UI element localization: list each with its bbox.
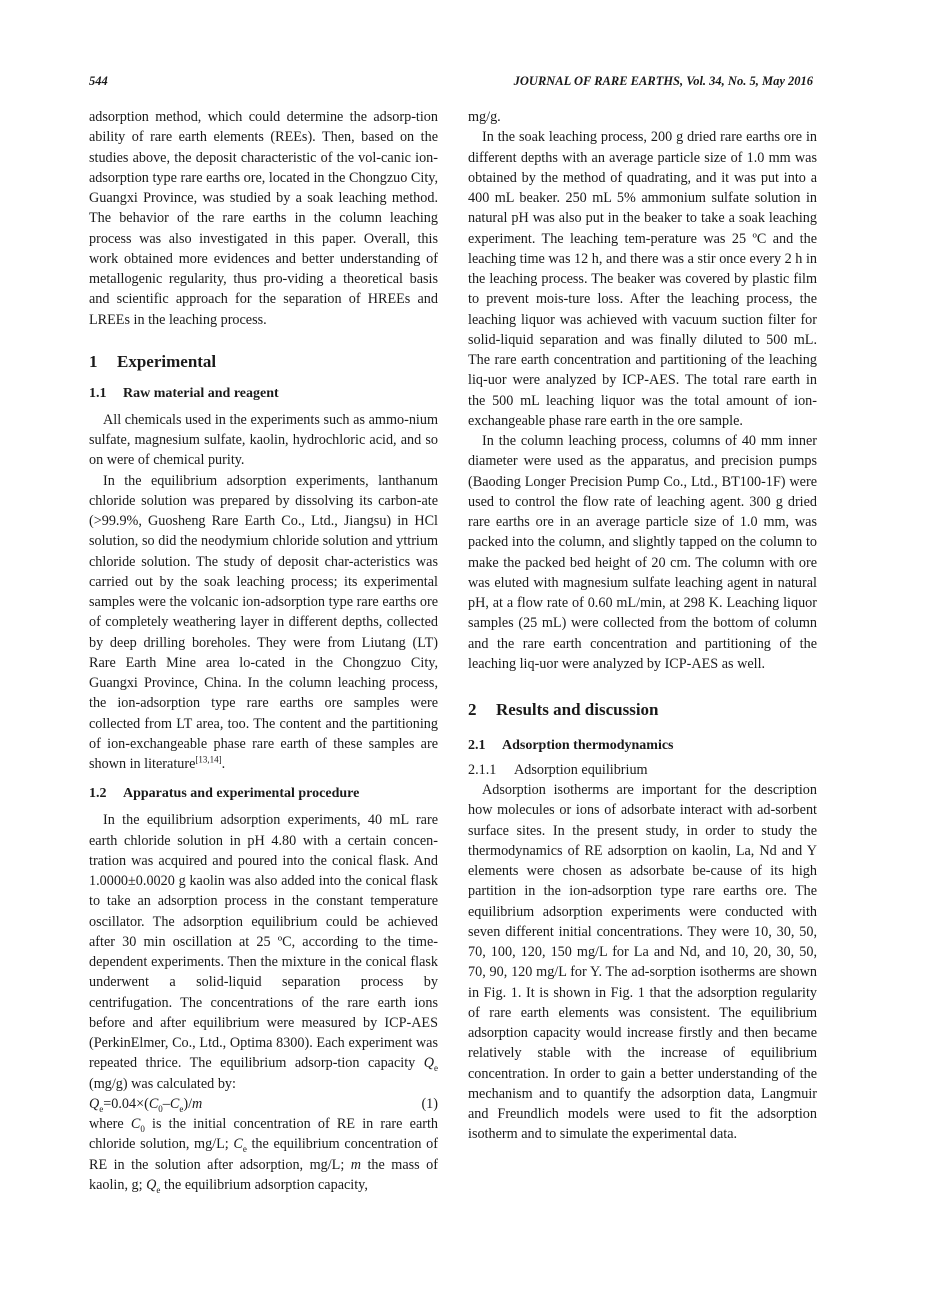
subsection-heading-2-1	[468, 736, 817, 756]
subsubsection-number: 2.1.1	[468, 762, 497, 778]
math-sub: e	[179, 1103, 184, 1114]
intro-paragraph: adsorption method, which could determine the adsorp-tion ability of rare earth elements (REEs). Then, based on the studies above, the deposit characteristic of the vol-canic ion-adsorption type rare earths ore, located in the Chongzuo City, Guangxi Province, was studied by a soak leaching method. The behavior of the rare earths in the column leaching process was also investigated in this paper. Overall, this work obtained more evidences and better understanding of metallogenic regularity, thus pro-viding a theoretical basis and scientific approach for the separation of HREEs and LREEs in the leaching process.	[89, 109, 438, 328]
paragraph-text: the mass of kaolin, g;	[89, 1156, 438, 1193]
right-column	[468, 107, 817, 1145]
page-number: 544	[89, 74, 108, 88]
section-number: 1	[89, 351, 98, 371]
math-sub: 0	[158, 1103, 163, 1114]
equation-body	[89, 1094, 202, 1114]
subsection-heading-1-1	[89, 384, 438, 404]
paragraph-column-leaching: In the column leaching process, columns of 40 mm inner diameter were used as the apparatus, and precision pumps (Baoding Longer Precision Pump Co., Ltd., BT100-1F) were used to control the flow rate of leaching agent. 300 g dried rare earths ore in an average particle size of 1.0 mm, was packed into the column, and slightly tapped on the column to make the packed bed height of 20 cm. The column with ore was eluted with magnesium sulfate leaching agent in natural pH, at a flow rate of 0.60 mL/min, at 298 K. Leaching liquor samples (25 mL) were collected from the bottom of column and the rare earth concentration and partitioning of the leaching liq-uor were analyzed by ICP-AES as well.	[468, 433, 817, 672]
math-var: m	[192, 1095, 203, 1112]
paragraph-text: the equilibrium adsorption capacity,	[160, 1176, 368, 1193]
math-var: m	[350, 1156, 361, 1173]
paragraph-text: (mg/g) was calculated by:	[89, 1075, 236, 1092]
equation-label: (1)	[421, 1095, 438, 1112]
paragraph-text: the equilibrium concentration of RE in the solution after adsorption, mg/L;	[89, 1136, 438, 1173]
paragraph-text: In the equilibrium adsorption experiments, 40 mL rare earth chloride solution in pH 4.80 with a certain concen-tration was acquired and poured into the conical flask. And 1.0000±0.0020 g kaolin was also added into the conical flask to take an adsorption process in the constant temperature oscillator. The adsorption equilibrium could be achieved after 30 min oscillation at 25 ºC, according to the time-dependent experiments. Then the mixture in the conical flask underwent a solid-liquid separation process by centrifugation. The concentrations of the rare earth ions before and after equilibrium were measured by ICP-AES (PerkinElmer, Co., Ltd., Optima 8300). Each experiment was repeated thrice. The equilibrium adsorp-tion capacity	[89, 812, 438, 1072]
math-var: C	[148, 1095, 159, 1112]
math-sub: 0	[140, 1123, 145, 1134]
subsection-number: 1.1	[89, 385, 107, 401]
section-title: Experimental	[117, 351, 217, 371]
section-heading-2	[468, 700, 817, 720]
subsection-heading-1-2	[89, 784, 438, 804]
paragraph-equilibrium-prep	[89, 471, 438, 775]
journal-citation: JOURNAL OF RARE EARTHS, Vol. 34, No. 5, May 2016	[513, 74, 813, 88]
math-var: Q	[423, 1055, 434, 1072]
math-sub: e	[99, 1103, 104, 1114]
paragraph-text: is the initial concentration of RE in rare earth chloride solution, mg/L;	[89, 1116, 438, 1153]
running-header	[89, 74, 813, 92]
paragraph-text: In the equilibrium adsorption experiments, lanthanum chloride solution was prepared by dissolving its carbon-ate (>99.9%, Guosheng Rare Earth Co., Ltd., Jiangsu) in HCl solution, so did the neodymium chloride solution and yttrium chloride solution. The study of deposit char-acteristics was carried out by the soak leaching process; its experimental samples were the volcanic ion-adsorption type rare earths ore of completely weathering layer in different depths, collected by deep drilling boreholes. They were from Liutang (LT) Rare Earth Mine area lo-cated in the Chongzuo City, Guangxi Province, China. In the column leaching process, the ion-adsorption type rare earths ore samples were collected from LT area, too. The content and the partitioning of ion-exchangeable phase rare earth of these samples are shown in literature	[89, 472, 438, 772]
paragraph-where	[89, 1114, 438, 1195]
subsubsection-title: Adsorption equilibrium	[514, 762, 648, 778]
math-var: Q	[146, 1176, 157, 1193]
subsection-title: Apparatus and experimental procedure	[123, 786, 360, 802]
math-var: C	[130, 1116, 141, 1132]
paragraph-procedure	[89, 810, 438, 1094]
math-text: )/	[183, 1095, 193, 1112]
left-column	[89, 107, 438, 1195]
section-title: Results and discussion	[496, 700, 659, 719]
paragraph-chemicals: All chemicals used in the experiments such as ammo-nium sulfate, magnesium sulfate, kaolin, hydrochloric acid, and so on were of chemical purity.	[89, 411, 438, 469]
subsection-number: 1.2	[89, 786, 107, 802]
math-sub: e	[156, 1184, 161, 1195]
section-number: 2	[468, 700, 477, 719]
math-var: C	[169, 1095, 180, 1112]
citation-ref: [13,14]	[195, 754, 222, 765]
section-heading-1	[89, 352, 438, 372]
math-text: =0.04×(	[103, 1095, 149, 1112]
math-var: C	[233, 1136, 243, 1153]
subsection-number: 2.1	[468, 738, 486, 753]
paragraph-isotherms: Adsorption isotherms are important for the description how molecules or ions of adsorbate interact with ad-sorbent surface sites. In the present study, in order to study the thermodynamics of RE adsorption on kaolin, La, Nd and Y elements were chosen as adsorbate be-cause of its high partition in the ion-adsorption type rare earths ore. The equilibrium adsorption experiments were conducted with seven different initial concentrations. They were 10, 30, 50, 70, 100, 120, 150 mg/L for La and Nd, and 10, 20, 30, 50, 70, 90, 120 mg/L for Y. The ad-sorption isotherms are shown in Fig. 1. It is shown in Fig. 1 that the adsorption regularity of rare earth elements was consistent. The equilibrium adsorption capacity would increase firstly and then became relatively stable with the increase of equilibrium concentration. In order to gain a better understanding of the mechanism and to quantify the adsorption data, Langmuir and Freundlich models were used to fit the adsorption isotherm and to simulate the experimental data.	[468, 782, 817, 1143]
math-sub: e	[242, 1144, 247, 1155]
math-sub: e	[434, 1063, 438, 1074]
subsubsection-heading-2-1-1	[468, 760, 817, 780]
paragraph-text: where	[89, 1116, 131, 1132]
subsection-title: Raw material and reagent	[123, 385, 279, 401]
subsection-title: Adsorption thermodynamics	[502, 738, 674, 753]
paragraph-soak-leaching: In the soak leaching process, 200 g dried rare earths ore in different depths with an average particle size of 1.0 mm was obtained by the method of quadrating, and it was put into a 400 mL beaker. 250 mL 5% ammonium sulfate solution in natural pH was also put in the beaker to take a soak leaching experiment. The leaching tem-perature was 25 ºC and the leaching time was 12 h, and there was a stir once every 2 h in the leaching process. The beaker was covered by plastic film to prevent mois-ture loss. After the leaching process, the leaching liquor was achieved with vacuum suction filter for solid-liquid separation and was finally diluted to 500 mL. The rare earth concentration and partitioning of the leaching liq-uor were analyzed by ICP-AES. The total rare earth in the 500 mL leaching liquor was the total amount of ion-exchangeable phase rare earth in the ore sample.	[468, 129, 817, 429]
math-var: Q	[89, 1095, 100, 1112]
period: .	[221, 756, 226, 772]
paragraph-continuation: mg/g.	[468, 109, 501, 125]
equation-1	[89, 1094, 438, 1114]
math-text: –	[162, 1095, 170, 1112]
